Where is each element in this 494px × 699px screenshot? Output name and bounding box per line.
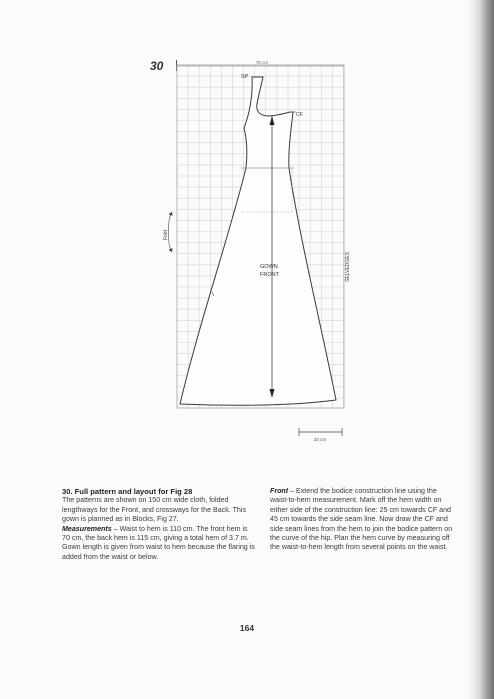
- caption-heading: 30. Full pattern and layout for Fig 28: [62, 487, 193, 496]
- fold-label: Fold: [163, 230, 169, 240]
- cf-label: CF: [296, 112, 303, 118]
- gown-label-line2: FRONT: [260, 272, 279, 278]
- gown-label-line1: GOWN: [260, 264, 278, 270]
- front-text: – Extend the bodice construction line using the waist-to-hem measurement. Mark off the hem width on either side of the construction line: 25 cm towards CF and 45 cm towards the side seam line. Now draw the CF and side seam lines from the hem to join the bodice pattern on the curve of the hip. Plan the hem curve by measuring off the waist-to-hem length from several points on the waist.: [270, 487, 453, 552]
- page-number: 164: [239, 623, 255, 633]
- caption-paragraph-text: The patterns are shown on 150 cm wide cloth, folded lengthways for the Front, and crossways for the Back. This gown is planned as in Blocks, Fig 27.: [62, 496, 246, 524]
- scale-bar: [299, 428, 342, 436]
- width-label: 75 cm: [255, 60, 269, 65]
- figure-number: 30: [150, 59, 164, 73]
- measurements-label: Measurements: [62, 524, 112, 533]
- sp-label: SP: [241, 74, 249, 80]
- gown-front-outline: [180, 77, 336, 405]
- measurements-text: – Waist to hem is 110 cm. The front hem is 70 cm, the back hem is 115 cm, giving a total hem of 3.7 m. Gown length is given from waist to hem because the flaring is added from the waist or below.: [62, 524, 255, 561]
- caption-right-column: [270, 487, 456, 553]
- scale-label: 20 cm: [313, 437, 327, 442]
- caption-left-column: [62, 487, 257, 562]
- selvedges-label: SELVEDGES: [345, 252, 351, 282]
- front-paragraph: [270, 487, 456, 553]
- measurements-paragraph: [62, 525, 257, 563]
- front-label: Front: [270, 487, 289, 495]
- caption-paragraph: [62, 496, 257, 524]
